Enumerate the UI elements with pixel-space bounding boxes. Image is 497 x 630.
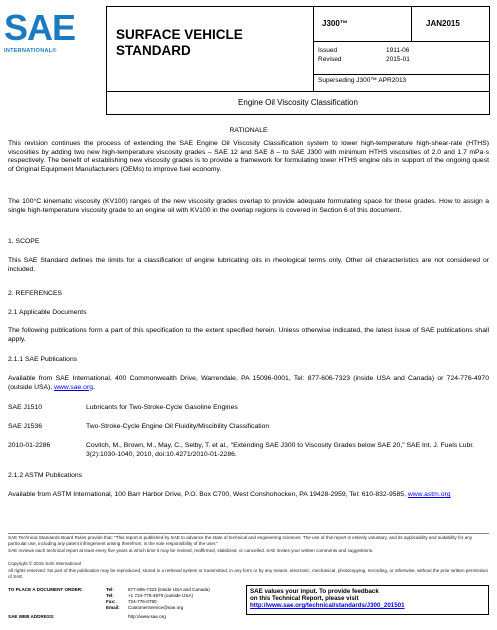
logo-mark: SAE: [4, 7, 76, 48]
tel1-label: Tel:: [106, 587, 114, 592]
web-address-value[interactable]: http://www.sae.org: [128, 614, 166, 619]
document-number: J300™: [322, 19, 348, 28]
references-intro: The following publications form a part of this specification to the extent specified herein. Unless otherwise indicated, the latest issue of SAE publications shall apply.: [8, 327, 489, 343]
reference-id: SAE J1536: [8, 423, 43, 430]
fax-label: Fax:: [106, 599, 116, 604]
document-subtitle: Engine Oil Viscosity Classification: [106, 92, 490, 115]
rationale-paragraph-1: This revision continues the process of extending the SAE Engine Oil Viscosity Classification system to lower high-temperature high-shear-rate (HTHS) viscosities by adding two new high-temperature viscosity grades – SAE 12 and SAE 8 – to SAE J300 with minimum HTHS viscosities of 2.0 and 1.7 mPa·s respectively. The benefit of establishing new viscosity grades is to provide a framework for formulating lower HTHS engine oils in support of the ongoing quest of Original Equipment Manufacturers (OEMs) to improve fuel economy.: [8, 140, 489, 173]
astm-publications-heading: 2.1.2 ASTM Publications: [8, 472, 83, 479]
applicable-documents-heading: 2.1 Applicable Documents: [8, 309, 87, 316]
document-type-title: SURFACE VEHICLE STANDARD: [116, 27, 243, 58]
issued-value: 1911-06: [386, 47, 410, 54]
web-address-label: SAE WEB ADDRESS:: [8, 614, 55, 619]
astm-availability: Available from ASTM International, 100 Barr Harbor Drive, P.O. Box C700, West Conshohocken, PA 19428-2959, Tel: 610-832-9585, www.astm.org: [8, 491, 451, 498]
reference-id: SAE J1510: [8, 404, 43, 411]
footer-copyright: Copyright © 2015 SAE International: [8, 561, 81, 566]
document-date: JAN2015: [426, 19, 460, 28]
sae-logo: [4, 7, 76, 54]
scope-heading: 1. SCOPE: [8, 238, 40, 245]
footer-review: SAE reviews each technical report at least every five years at which time it may be revised, reaffirmed, stabilized, or cancelled. SAE invites your written comments and suggestions.: [8, 548, 374, 553]
fax-value: 724-776-0790: [128, 599, 157, 604]
sae-availability: Available from SAE International, 400 Commonwealth Drive, Warrendale, PA 15096-0001, Tel: 877-606-7323 (inside USA and Canada) or 724-776-4970 (outside USA), www.sae.org.: [8, 375, 489, 391]
tel1-value: 877-606-7323 (inside USA and Canada): [128, 587, 210, 592]
superseding-note: Superseding J300™ APR2013: [318, 77, 407, 84]
sae-website-link[interactable]: www.sae.org: [54, 383, 94, 391]
email-label: Email:: [106, 605, 120, 610]
logo-subtext: INTERNATIONAL®: [4, 48, 57, 54]
reference-title: Lubricants for Two-Stroke-Cycle Gasoline Engines: [86, 404, 238, 411]
feedback-line-2: on this Technical Report, please visit: [250, 595, 359, 602]
tel2-label: Tel:: [106, 593, 114, 598]
tel2-value: +1 724-776-4970 (outside USA): [128, 593, 193, 598]
reference-title: Two-Stroke-Cycle Engine Oil Fluidity/Miscibility Classification: [86, 423, 270, 430]
rationale-paragraph-2: The 100°C kinematic viscosity (KV100) ranges of the new viscosity grades overlap to provide adequate formulating space for these grades. How to assign a single high-temperature viscosity grade to an engine oil with KV100 in the overlap regions is covered in Section 6 of this document.: [8, 198, 489, 214]
footer-divider: [8, 533, 489, 534]
reference-title: Covitch, M., Brown, M., May, C., Selby, T. et al., "Extending SAE J300 to Viscosity Grades below SAE 20," SAE Int. J. Fuels Lubr. 3(2):1030-1040, 2010, doi:10.4271/2010-01-2286.: [86, 442, 475, 458]
issued-label: Issued: [318, 47, 338, 54]
reference-id: 2010-01-2286: [8, 442, 51, 449]
feedback-line-1: SAE values your input. To provide feedback: [250, 588, 379, 595]
email-value[interactable]: CustomerService@sae.org: [128, 605, 184, 610]
references-heading: 2. REFERENCES: [8, 290, 63, 297]
feedback-box: [246, 585, 489, 615]
astm-website-link[interactable]: www.astm.org: [407, 491, 451, 498]
footer-policy: SAE Technical Standards Board Rules provide that: "This report is published by SAE to advance the state of technical and engineering sciences. The use of this report is entirely voluntary, and its applicability and suitability for any particular use, including any patent infringement arising therefrom, is the sole responsibility of the user.": [8, 535, 473, 546]
footer-rights: All rights reserved. No part of this publication may be reproduced, stored in a retrieval system or transmitted, in any form or by any means, electronic, mechanical, photocopying, recording, or otherwise, without the prior written permission of SAE.: [8, 568, 489, 579]
sae-publications-heading: 2.1.1 SAE Publications: [8, 356, 78, 363]
scope-text: This SAE Standard defines the limits for a classification of engine lubricating oils in rheological terms only. Other oil characteristics are not considered or included.: [8, 257, 489, 273]
revised-label: Revised: [318, 56, 342, 63]
feedback-link[interactable]: http://www.sae.org/technical/standards/J300_201501: [250, 602, 405, 609]
order-label: TO PLACE A DOCUMENT ORDER:: [8, 587, 83, 592]
revised-value: 2015-01: [386, 56, 410, 63]
rationale-heading: RATIONALE: [229, 127, 268, 134]
